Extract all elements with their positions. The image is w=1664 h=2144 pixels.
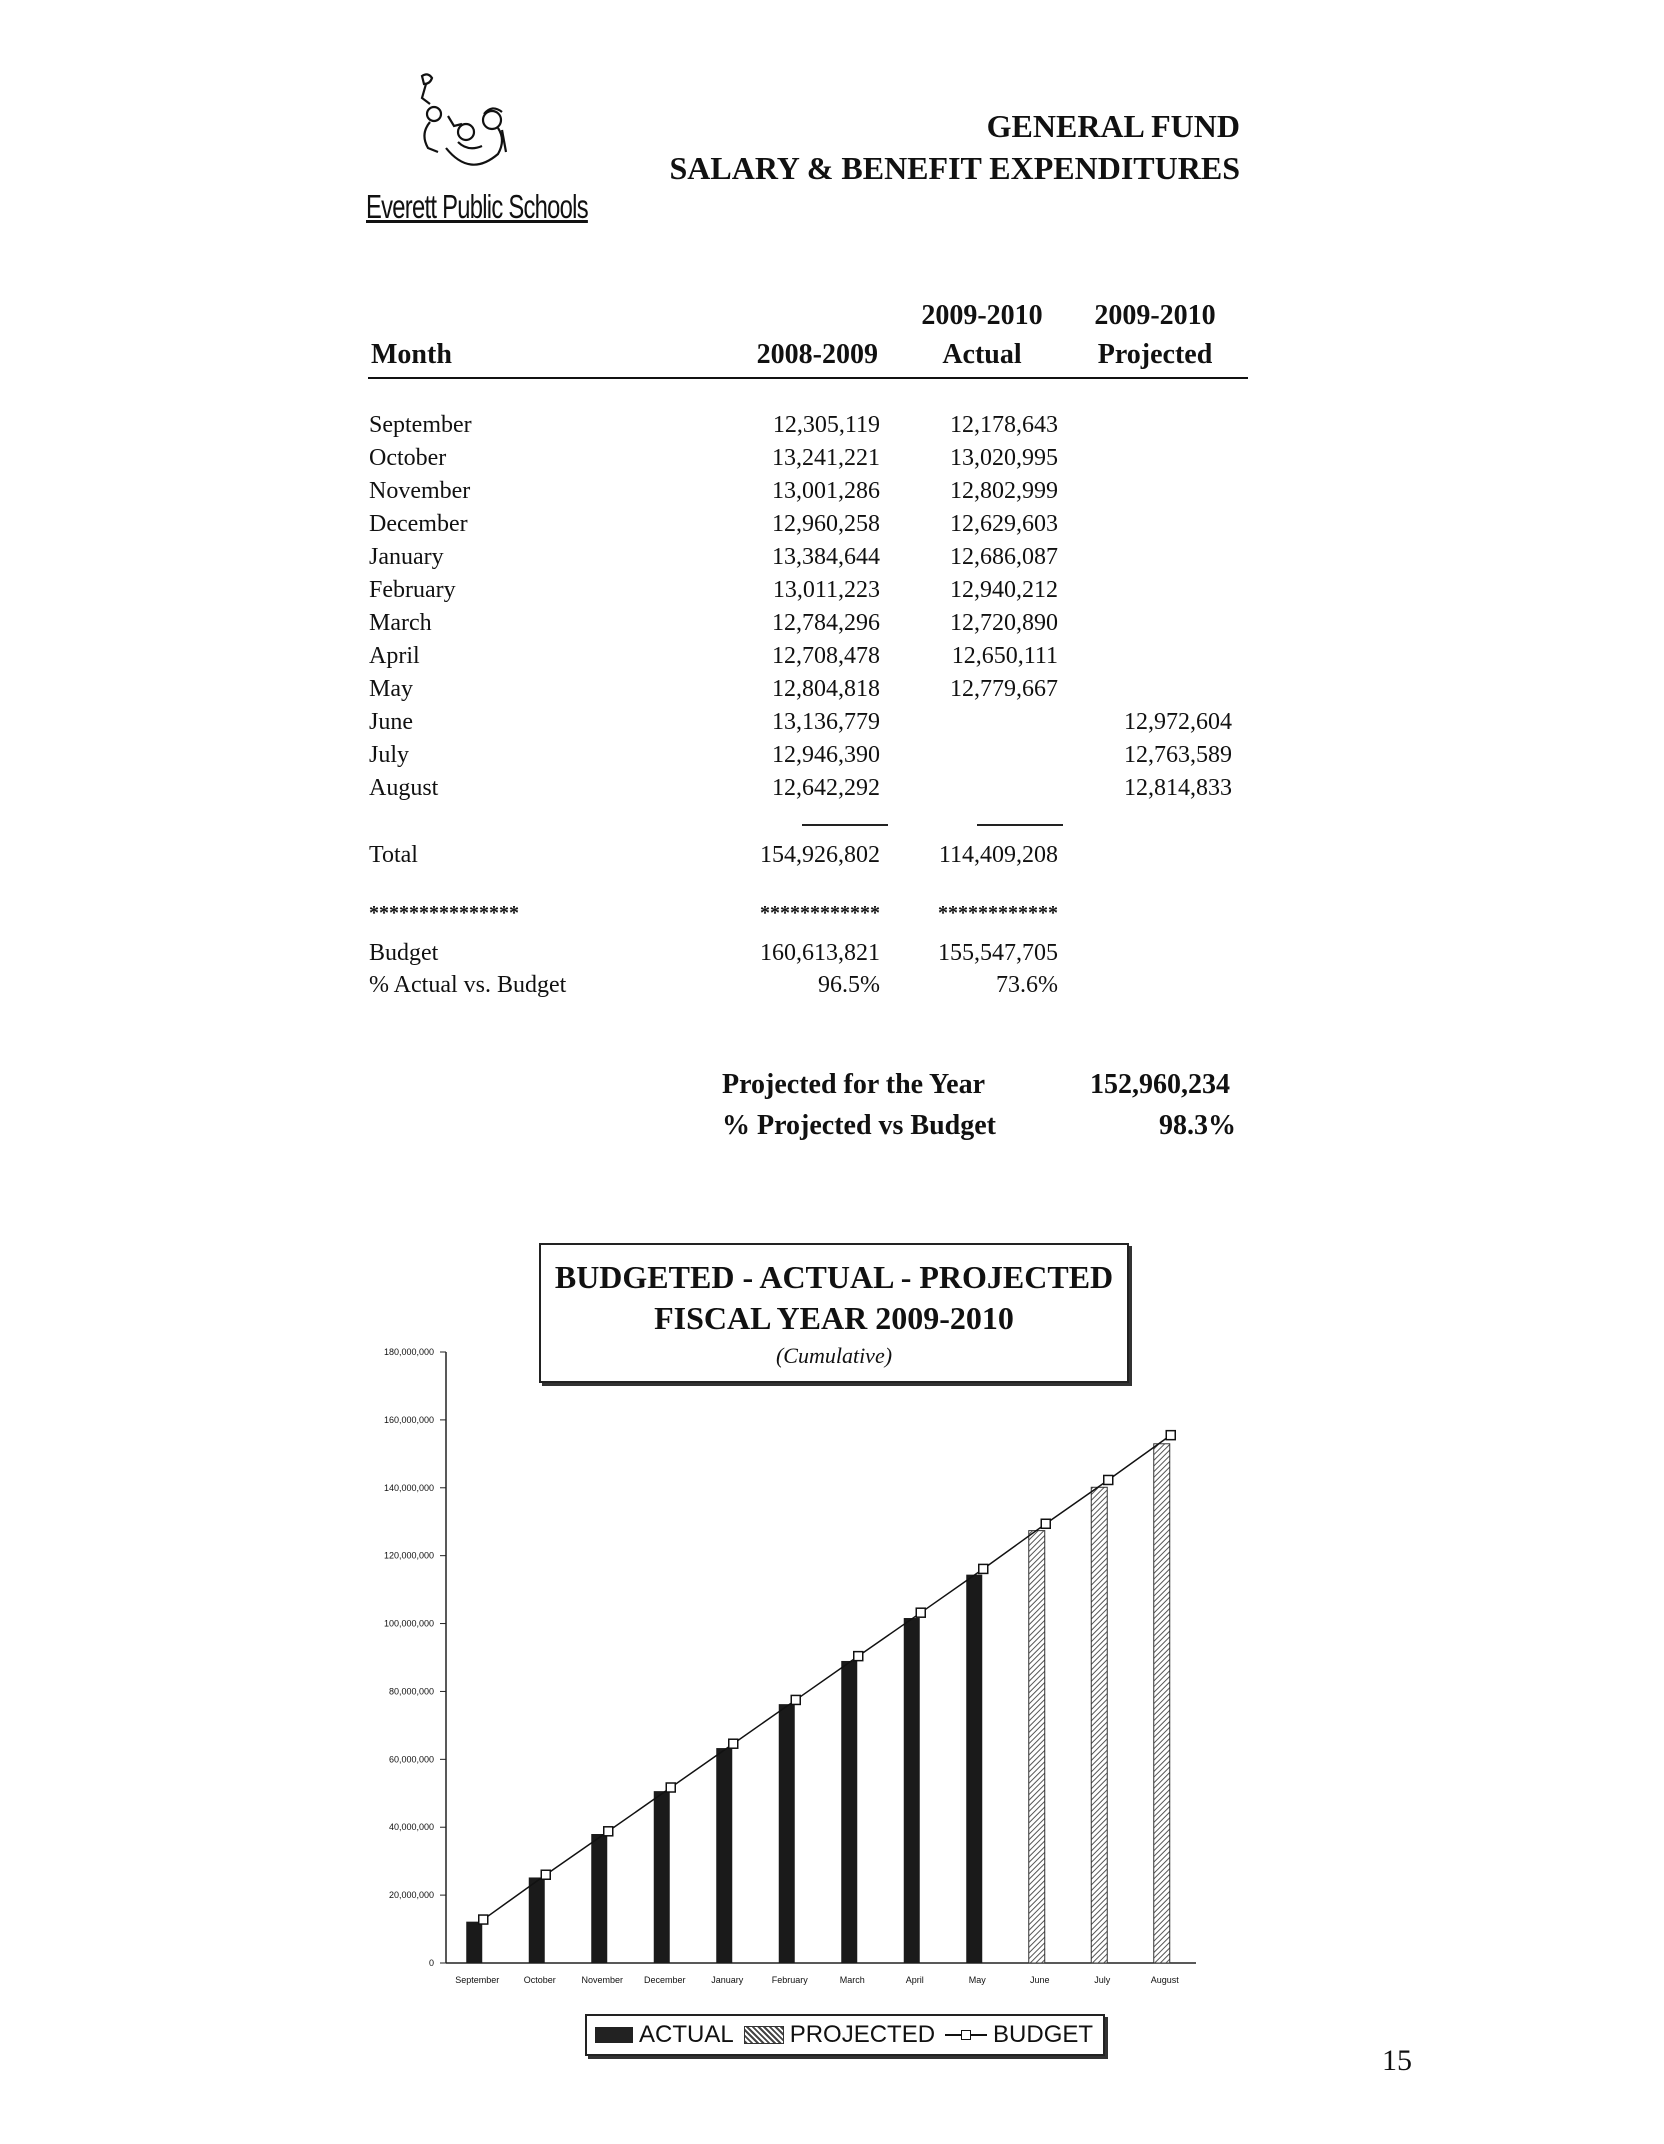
x-tick-label: November [581, 1975, 624, 1985]
budget-marker [666, 1783, 675, 1792]
row-2008-2009: 12,642,292 [772, 775, 880, 801]
budget-marker [979, 1564, 988, 1573]
y-tick-label: 100,000,000 [383, 1618, 434, 1629]
total-actual: 114,409,208 [938, 842, 1058, 868]
budget-marker [479, 1915, 488, 1924]
y-tick-label: 40,000,000 [388, 1822, 434, 1833]
actual-bar [654, 1791, 670, 1963]
row-month: August [369, 775, 439, 801]
row-actual: 12,178,643 [950, 412, 1058, 438]
x-tick-label: April [905, 1975, 924, 1985]
row-2008-2009: 13,241,221 [772, 445, 880, 471]
row-actual: 13,020,995 [950, 445, 1058, 471]
budget-line [479, 1431, 1176, 1924]
row-month: July [369, 742, 410, 768]
legend-budget [945, 2021, 1093, 2049]
projected-swatch [744, 2026, 784, 2044]
row-projected: 12,972,604 [1124, 709, 1232, 735]
row-actual: 12,802,999 [950, 478, 1058, 504]
budget-marker [791, 1695, 800, 1704]
total-label: Total [369, 842, 418, 868]
x-axis [446, 1963, 1196, 1985]
chart-title-box [539, 1243, 1129, 1383]
row-month: January [369, 544, 444, 570]
y-tick-label: 0 [428, 1958, 434, 1968]
actual-bar [841, 1661, 857, 1963]
header-month: Month [371, 339, 452, 370]
x-tick-label: September [455, 1975, 500, 1985]
actual-bar [591, 1834, 607, 1963]
row-month: June [369, 709, 413, 735]
row-projected: 12,763,589 [1124, 742, 1232, 768]
pct-2008-2009: 96.5% [818, 972, 880, 998]
total-2008-2009: 154,926,802 [760, 842, 880, 868]
actual-bar [716, 1748, 732, 1963]
x-tick-label: December [643, 1975, 686, 1985]
title-general-fund: GENERAL FUND [986, 108, 1240, 144]
y-tick-label: 120,000,000 [383, 1550, 434, 1561]
row-2008-2009: 13,384,644 [772, 544, 880, 570]
projected-pct-label: % Projected vs Budget [722, 1110, 996, 1141]
header-actual: Actual [942, 339, 1022, 370]
row-2008-2009: 12,784,296 [772, 610, 880, 636]
row-actual: 12,686,087 [950, 544, 1058, 570]
y-tick-label: 140,000,000 [383, 1482, 434, 1493]
actual-bar [779, 1704, 795, 1963]
row-month: September [369, 412, 472, 438]
x-tick-label: June [1029, 1975, 1050, 1985]
budget-marker [1104, 1475, 1113, 1484]
legend-projected [744, 2021, 935, 2049]
projected-bar [1091, 1487, 1107, 1963]
row-month: April [369, 643, 420, 669]
header-actual-year: 2009-2010 [921, 300, 1043, 331]
row-2008-2009: 12,708,478 [772, 643, 880, 669]
legend-projected-label: PROJECTED [789, 2021, 936, 2048]
separator-stars-c2: ************ [938, 902, 1058, 924]
projected-bar [1029, 1531, 1045, 1963]
chart-legend [585, 2014, 1105, 2056]
separator-stars: *************** [369, 902, 519, 924]
row-month: December [369, 511, 468, 537]
row-actual: 12,650,111 [951, 643, 1058, 669]
actual-bar [466, 1922, 482, 1963]
actual-bar [966, 1575, 982, 1963]
budget-marker [1166, 1431, 1175, 1440]
budget-marker [916, 1608, 925, 1617]
row-2008-2009: 13,136,779 [772, 709, 880, 735]
x-tick-label: March [839, 1975, 865, 1985]
budget-marker [1041, 1519, 1050, 1528]
legend-actual-label: ACTUAL [639, 2021, 734, 2048]
budget-marker [604, 1827, 613, 1836]
x-tick-label: January [711, 1975, 744, 1985]
actual-bar [529, 1877, 545, 1963]
row-actual: 12,720,890 [950, 610, 1058, 636]
chart-note: (Cumulative) [775, 1343, 893, 1368]
budget-swatch [945, 2027, 987, 2043]
row-actual: 12,629,603 [950, 511, 1058, 537]
row-month: November [369, 478, 471, 504]
projected-bar [1154, 1444, 1170, 1963]
title-salary-benefit: SALARY & BENEFIT EXPENDITURES [669, 150, 1240, 186]
row-2008-2009: 12,946,390 [772, 742, 880, 768]
y-tick-label: 180,000,000 [383, 1347, 434, 1357]
projected-pct-value: 98.3% [1159, 1110, 1236, 1141]
y-tick-label: 20,000,000 [388, 1890, 434, 1901]
pct-actual: 73.6% [996, 972, 1058, 998]
budget-actual: 155,547,705 [938, 940, 1058, 966]
y-tick-label: 80,000,000 [388, 1686, 434, 1697]
row-month: February [369, 577, 456, 603]
row-2008-2009: 13,001,286 [772, 478, 880, 504]
projected-year-value: 152,960,234 [1090, 1069, 1230, 1100]
chart-subtitle: FISCAL YEAR 2009-2010 [654, 1300, 1014, 1336]
row-projected: 12,814,833 [1124, 775, 1232, 801]
x-tick-label: February [771, 1975, 808, 1985]
y-tick-label: 60,000,000 [388, 1754, 434, 1765]
row-month: October [369, 445, 447, 471]
pct-label: % Actual vs. Budget [369, 972, 567, 998]
budget-marker [854, 1652, 863, 1661]
budget-label: Budget [369, 940, 439, 966]
budget-2008-2009: 160,613,821 [760, 940, 880, 966]
projected-year-label: Projected for the Year [722, 1069, 986, 1100]
legend-budget-label: BUDGET [993, 2021, 1094, 2048]
chart-title: BUDGETED - ACTUAL - PROJECTED [554, 1259, 1114, 1295]
row-2008-2009: 12,804,818 [772, 676, 880, 702]
legend-actual [595, 2021, 734, 2049]
row-2008-2009: 12,305,119 [772, 412, 880, 438]
x-tick-label: July [1094, 1975, 1111, 1985]
header-projected-year: 2009-2010 [1094, 300, 1216, 331]
x-tick-label: August [1150, 1975, 1179, 1985]
budget-marker [729, 1739, 738, 1748]
separator-stars-c1: ************ [760, 902, 880, 924]
header-2008-2009: 2008-2009 [756, 339, 878, 370]
header-projected: Projected [1097, 339, 1213, 370]
logo-text: Everett Public Schools [366, 188, 588, 225]
bars [466, 1444, 1170, 1963]
page-number: 15 [1382, 2044, 1412, 2077]
budget-polyline [483, 1435, 1171, 1919]
row-month: March [369, 610, 432, 636]
x-tick-label: October [523, 1975, 556, 1985]
row-month: May [369, 676, 413, 702]
row-actual: 12,779,667 [950, 676, 1058, 702]
actual-bar [904, 1618, 920, 1963]
budget-marker [541, 1870, 550, 1879]
x-tick-label: May [968, 1975, 986, 1985]
row-actual: 12,940,212 [950, 577, 1058, 603]
row-2008-2009: 12,960,258 [772, 511, 880, 537]
y-tick-label: 160,000,000 [383, 1414, 434, 1425]
y-axis [384, 1347, 446, 1968]
actual-swatch [595, 2027, 633, 2043]
row-2008-2009: 13,011,223 [772, 577, 880, 603]
